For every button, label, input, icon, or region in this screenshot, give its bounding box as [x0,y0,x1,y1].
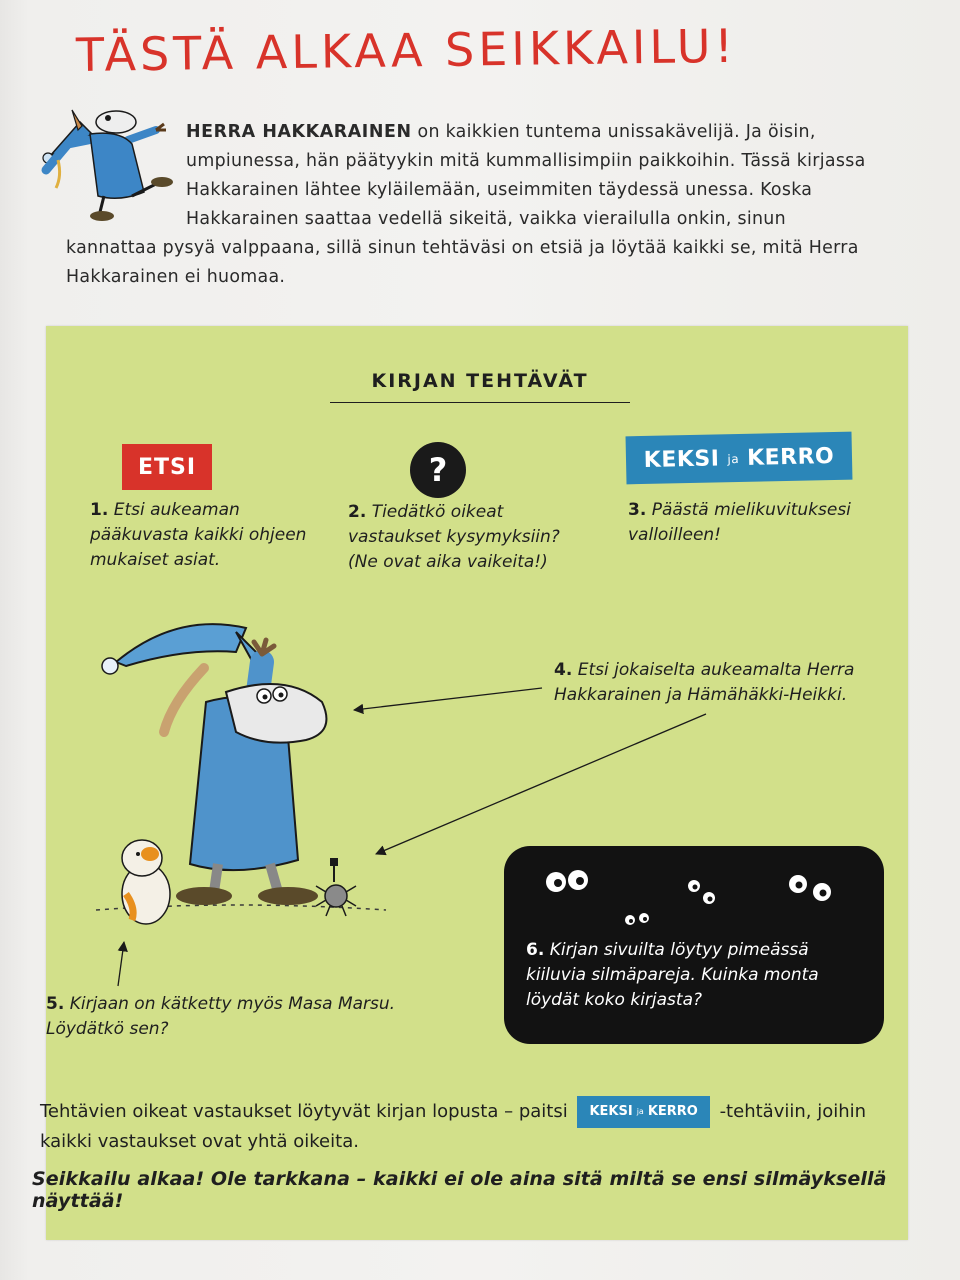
task-3-text: Päästä mielikuvituksesi valloilleen! [628,500,851,545]
task-4-text: Etsi jokaiselta aukeamalta Herra Hakkarainen ja Hämähäkki-Heikki. [554,660,855,705]
question-mark-icon: ? [410,442,466,498]
task-6-number: 6. [526,940,545,960]
answers-note [40,1096,890,1156]
task-1-number: 1. [90,500,109,520]
task-2-number: 2. [348,502,367,522]
inline-kerro-label: KERRO [647,1104,698,1119]
task-3 [628,498,888,548]
keksi-ja-kerro-badge [626,432,853,485]
panel-heading: KIRJAN TEHTÄVÄT [330,370,630,403]
spider-icon [314,856,360,920]
task-5 [46,992,466,1042]
closing-line: Seikkailu alkaa! Ole tarkkana – kaikki ei ole aina sitä miltä se ensi silmäyksellä näyttää! [32,1168,887,1212]
intro-paragraph [66,118,866,292]
glowing-eyes-icon [504,846,884,946]
task-2-text: Tiedätkö oikeat vastaukset kysymyksiin? (Ne ovat aika vaikeita!) [348,502,560,572]
intro-body: on kaikkien tuntema unissakävelijä. Ja öisin, umpiunessa, hän päätyykin mitä kummallisimpiin paikkoihin. Tässä kirjassa Hakkarainen lähtee kyläilemään, useimmiten täydessä unessa. Koska Hakkarainen saattaa vedellä sikeitä, vaikka vierailulla onkin, sinun kannattaa pysyä valppaana, sillä sinun tehtäväsi on etsiä ja löytää kaikki se, mitä Herra Hakkarainen ei huomaa. [66,122,866,287]
tasks-panel [32,326,908,1240]
kerro-label: KERRO [746,443,835,471]
page-title: TÄSTÄ ALKAA SEIKKAILU! [75,18,738,82]
guinea-pig-icon [112,828,182,928]
inline-keksi-label: KEKSI [589,1104,633,1119]
keksi-label: KEKSI [643,445,720,473]
ja-label: ja [727,451,740,467]
task-3-number: 3. [628,500,647,520]
task-4-number: 4. [554,660,573,680]
inline-ja-label: ja [636,1107,644,1116]
task-1 [90,498,310,573]
answers-note-start: Tehtävien oikeat vastaukset löytyvät kirjan lopusta – paitsi [40,1101,574,1122]
etsi-badge: ETSI [122,444,212,490]
task-1-text: Etsi aukeaman pääkuvasta kaikki ohjeen mukaiset asiat. [90,500,307,570]
task-2 [348,500,588,575]
task-4 [554,658,894,708]
task-6-text: Kirjan sivuilta löytyy pimeässä kiiluvia silmäpareja. Kuinka monta löydät koko kirjasta? [526,940,819,1010]
task-5-number: 5. [46,994,65,1014]
answers-note-end: -tehtäviin, joihin kaikki vastaukset ovat yhtä oikeita. [40,1101,867,1152]
intro-name: HERRA HAKKARAINEN [186,122,412,142]
keksi-ja-kerro-inline-badge [577,1096,709,1128]
task-5-text: Kirjaan on kätketty myös Masa Marsu. Löydätkö sen? [46,994,396,1039]
task-6 [526,938,866,1013]
